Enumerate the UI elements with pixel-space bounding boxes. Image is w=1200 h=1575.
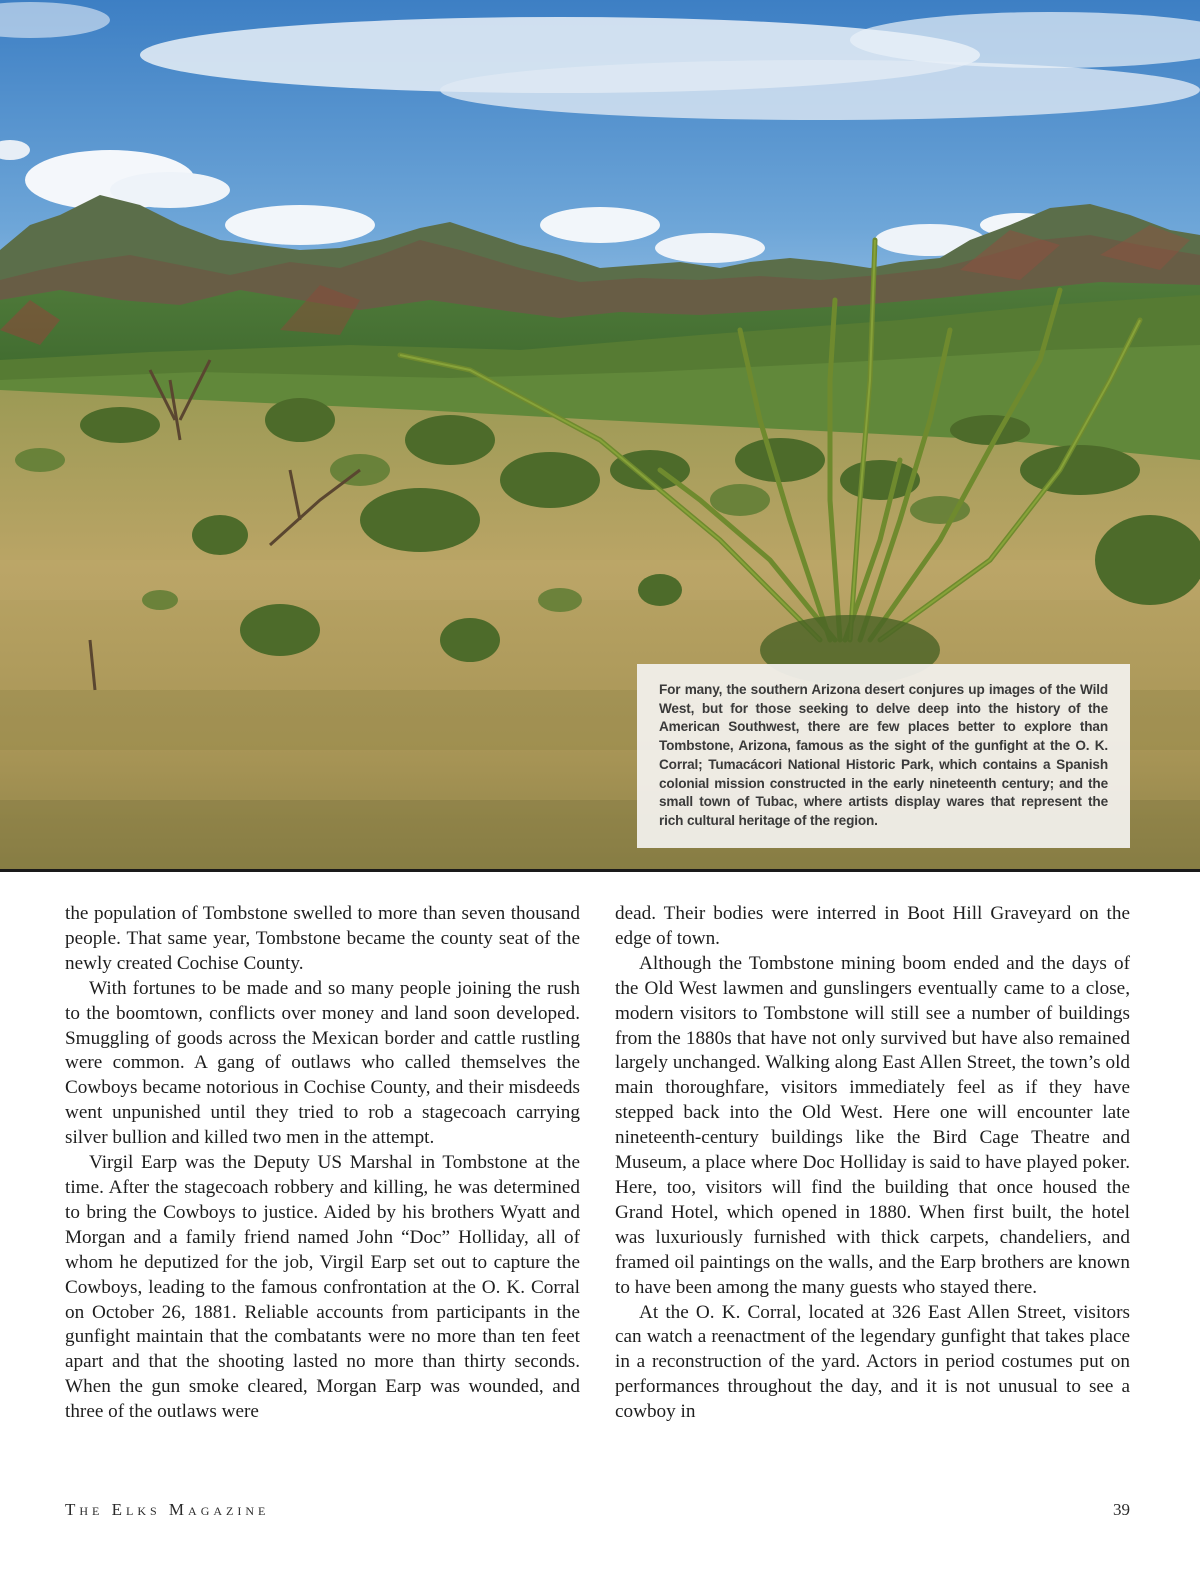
page-number: 39 [1113,1500,1130,1519]
article-paragraph: Virgil Earp was the Deputy US Marshal in Tombstone at the time. After the stagecoach robbery and killing, he was determined to bring the Cowboys to justice. Aided by his brothers Wyatt and Morgan and a family friend named John “Doc” Holliday, all of whom he deputized for the job, Virgil Earp set out to capture the Cowboys, leading to the famous confrontation at the O. K. Corral on October 26, 1881. Reliable accounts from participants in the gunfight maintain that the combatants were no more than ten feet apart and that the shooting lasted no more than thirty seconds. When the gun smoke cleared, Morgan Earp was wounded, and three of the outlaws were [65,1152,580,1423]
article-right-column [615,902,1130,1425]
photo-bottom-rule [0,869,1200,872]
photo-caption: For many, the southern Arizona desert conjures up images of the Wild West, but for those seeking to delve deep into the history of the American Southwest, there are few places better to explore than Tombstone, Arizona, famous as the sight of the gunfight at the O. K. Corral; Tumacácori National Historic Park, which contains a Spanish colonial mission constructed in the early nineteenth century; and the small town of Tubac, where artists display wares that represent the rich cultural heritage of the region. [637,664,1130,848]
article-paragraph: At the O. K. Corral, located at 326 East Allen Street, visitors can watch a reenactment of the legendary gunfight that takes place in a reconstruction of the yard. Actors in period costumes put on performances throughout the day, and it is not unusual to see a cowboy in [615,1301,1130,1423]
magazine-name-footer: The Elks Magazine [65,1500,270,1519]
article-paragraph: the population of Tombstone swelled to more than seven thousand people. That same year, Tombstone became the county seat of the newly created Cochise County. [65,903,580,974]
article-paragraph: dead. Their bodies were interred in Boot Hill Graveyard on the edge of town. [615,903,1130,949]
article-paragraph: Although the Tombstone mining boom ended and the days of the Old West lawmen and gunslingers eventually came to a close, modern visitors to Tombstone will still see a number of buildings from the 1880s that have not only survived but have also remained largely unchanged. Walking along East Allen Street, the town’s old main thoroughfare, visitors immediately feel as if they have stepped back into the Old West. Here one will encounter late nineteenth-century buildings like the Bird Cage Theatre and Museum, a place where Doc Holliday is said to have played poker. Here, too, visitors will find the building that once housed the Grand Hotel, which opened in 1880. When first built, the hotel was luxuriously furnished with thick carpets, chandeliers, and framed oil paintings on the walls, and the Earp brothers are known to have been among the many guests who stayed there. [615,952,1130,1298]
article-left-column [65,902,580,1425]
article-paragraph: With fortunes to be made and so many people joining the rush to the boomtown, conflicts over money and land soon developed. Smuggling of goods across the Mexican border and cattle rustling were common. A gang of outlaws who called themselves the Cowboys became notorious in Cochise County, and their misdeeds went unpunished until they tried to rob a stagecoach carrying silver bullion and killed two men in the attempt. [65,977,580,1149]
